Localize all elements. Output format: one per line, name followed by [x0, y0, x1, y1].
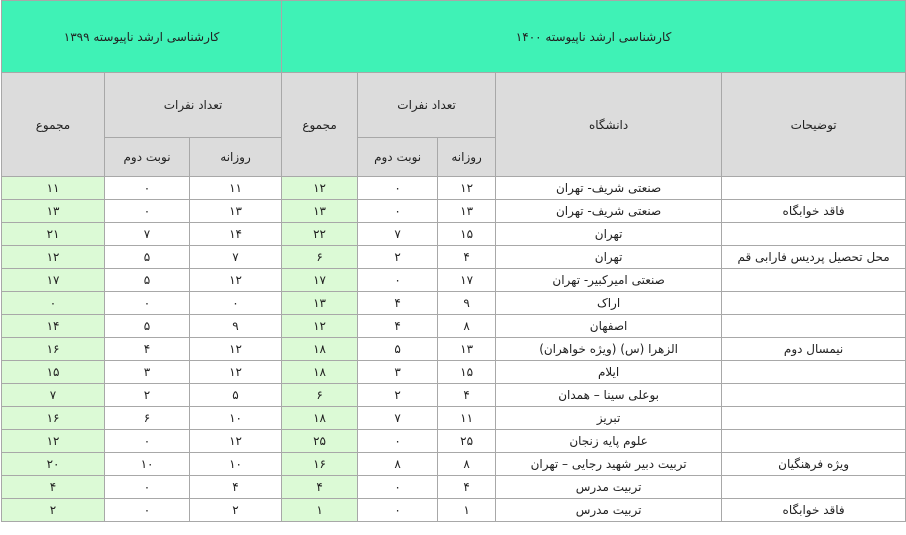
total-1400-cell: ۱ — [282, 499, 358, 522]
evening-1400-cell: ۸ — [358, 453, 438, 476]
evening-1399-cell: ۵ — [105, 246, 190, 269]
university-cell: تبریز — [496, 407, 722, 430]
university-cell: تربیت مدرس — [496, 476, 722, 499]
university-cell: اصفهان — [496, 315, 722, 338]
day-1400-cell: ۴ — [438, 246, 496, 269]
total-1400-cell: ۱۸ — [282, 338, 358, 361]
evening-1400-header: نوبت دوم — [358, 138, 438, 177]
total-1400-cell: ۴ — [282, 476, 358, 499]
day-1400-cell: ۱۵ — [438, 223, 496, 246]
university-cell: صنعتی شریف- تهران — [496, 177, 722, 200]
evening-1399-cell: ۰ — [105, 430, 190, 453]
day-1399-cell: ۱۳ — [190, 200, 282, 223]
table-row — [2, 292, 906, 315]
notes-header: توضیحات — [722, 73, 906, 177]
day-1400-cell: ۱۲ — [438, 177, 496, 200]
evening-1399-cell: ۵ — [105, 315, 190, 338]
notes-cell — [722, 292, 906, 315]
notes-cell: نیمسال دوم — [722, 338, 906, 361]
evening-1400-cell: ۰ — [358, 430, 438, 453]
total-1400-cell: ۲۵ — [282, 430, 358, 453]
university-cell: علوم پایه زنجان — [496, 430, 722, 453]
notes-cell — [722, 269, 906, 292]
day-1399-cell: ۰ — [190, 292, 282, 315]
day-1399-cell: ۱۴ — [190, 223, 282, 246]
total-1400-cell: ۱۷ — [282, 269, 358, 292]
total-1399-cell: ۱۶ — [2, 407, 105, 430]
day-1399-cell: ۱۲ — [190, 338, 282, 361]
evening-1400-cell: ۴ — [358, 315, 438, 338]
total-1399-cell: ۲ — [2, 499, 105, 522]
notes-cell: ویژه فرهنگیان — [722, 453, 906, 476]
evening-1400-cell: ۷ — [358, 223, 438, 246]
day-1399-cell: ۱۲ — [190, 361, 282, 384]
total-1400-cell: ۱۳ — [282, 200, 358, 223]
day-1400-cell: ۱۳ — [438, 200, 496, 223]
day-1400-header: روزانه — [438, 138, 496, 177]
day-1399-cell: ۴ — [190, 476, 282, 499]
day-1400-cell: ۱ — [438, 499, 496, 522]
university-cell: بوعلی سینا – همدان — [496, 384, 722, 407]
day-1399-cell: ۲ — [190, 499, 282, 522]
day-1399-cell: ۱۲ — [190, 430, 282, 453]
total-1399-cell: ۱۲ — [2, 430, 105, 453]
evening-1399-cell: ۴ — [105, 338, 190, 361]
university-cell: صنعتی شریف- تهران — [496, 200, 722, 223]
evening-1400-cell: ۳ — [358, 361, 438, 384]
day-1399-cell: ۵ — [190, 384, 282, 407]
total-1399-cell: ۱۴ — [2, 315, 105, 338]
day-1399-cell: ۱۰ — [190, 453, 282, 476]
total-1399-cell: ۱۷ — [2, 269, 105, 292]
evening-1399-cell: ۷ — [105, 223, 190, 246]
day-1400-cell: ۴ — [438, 476, 496, 499]
total-1399-cell: ۲۰ — [2, 453, 105, 476]
evening-1400-cell: ۷ — [358, 407, 438, 430]
day-1400-cell: ۴ — [438, 384, 496, 407]
total-1399-header: مجموع — [2, 73, 105, 177]
notes-cell — [722, 430, 906, 453]
notes-cell — [722, 407, 906, 430]
evening-1400-cell: ۲ — [358, 246, 438, 269]
evening-1399-cell: ۰ — [105, 499, 190, 522]
evening-1399-cell: ۵ — [105, 269, 190, 292]
day-1399-cell: ۱۰ — [190, 407, 282, 430]
total-1399-cell: ۱۵ — [2, 361, 105, 384]
evening-1399-cell: ۰ — [105, 177, 190, 200]
day-1400-cell: ۱۱ — [438, 407, 496, 430]
total-1399-cell: ۱۳ — [2, 200, 105, 223]
total-1400-cell: ۱۶ — [282, 453, 358, 476]
notes-cell: فاقد خوابگاه — [722, 499, 906, 522]
total-1399-cell: ۱۶ — [2, 338, 105, 361]
table-row — [2, 453, 906, 476]
year-header-row — [2, 1, 906, 73]
evening-1400-cell: ۰ — [358, 499, 438, 522]
column-header-row — [2, 73, 906, 138]
day-1399-cell: ۱۱ — [190, 177, 282, 200]
notes-cell — [722, 177, 906, 200]
day-1399-cell: ۹ — [190, 315, 282, 338]
evening-1400-cell: ۰ — [358, 177, 438, 200]
total-1399-cell: ۱۱ — [2, 177, 105, 200]
day-1400-cell: ۲۵ — [438, 430, 496, 453]
table-row — [2, 499, 906, 522]
table-row — [2, 476, 906, 499]
table-row — [2, 269, 906, 292]
total-1400-cell: ۲۲ — [282, 223, 358, 246]
day-1400-cell: ۱۷ — [438, 269, 496, 292]
table-row — [2, 430, 906, 453]
total-1400-cell: ۱۸ — [282, 407, 358, 430]
table-row — [2, 246, 906, 269]
notes-cell: فاقد خوابگاه — [722, 200, 906, 223]
university-cell: تربیت دبیر شهید رجایی – تهران — [496, 453, 722, 476]
count-1400-header: تعداد نفرات — [358, 73, 496, 138]
year-1400-header: کارشناسی ارشد ناپیوسته ۱۴۰۰ — [282, 1, 906, 73]
day-1400-cell: ۸ — [438, 315, 496, 338]
table-row — [2, 407, 906, 430]
evening-1400-cell: ۲ — [358, 384, 438, 407]
notes-cell — [722, 361, 906, 384]
day-1399-header: روزانه — [190, 138, 282, 177]
total-1400-cell: ۱۸ — [282, 361, 358, 384]
university-cell: الزهرا (س) (ویژه خواهران) — [496, 338, 722, 361]
table-row — [2, 200, 906, 223]
total-1400-cell: ۱۲ — [282, 177, 358, 200]
university-cell: تربیت مدرس — [496, 499, 722, 522]
total-1400-cell: ۶ — [282, 384, 358, 407]
day-1400-cell: ۱۵ — [438, 361, 496, 384]
count-1399-header: تعداد نفرات — [105, 73, 282, 138]
table-row — [2, 384, 906, 407]
day-1400-cell: ۹ — [438, 292, 496, 315]
evening-1399-cell: ۰ — [105, 200, 190, 223]
table-row — [2, 223, 906, 246]
day-1400-cell: ۸ — [438, 453, 496, 476]
table-row — [2, 361, 906, 384]
total-1399-cell: ۲۱ — [2, 223, 105, 246]
evening-1399-cell: ۱۰ — [105, 453, 190, 476]
table-row — [2, 338, 906, 361]
notes-cell — [722, 476, 906, 499]
evening-1400-cell: ۴ — [358, 292, 438, 315]
evening-1400-cell: ۰ — [358, 476, 438, 499]
year-1399-header: کارشناسی ارشد ناپیوسته ۱۳۹۹ — [2, 1, 282, 73]
university-cell: ایلام — [496, 361, 722, 384]
university-cell: اراک — [496, 292, 722, 315]
total-1400-cell: ۱۳ — [282, 292, 358, 315]
total-1399-cell: ۰ — [2, 292, 105, 315]
university-cell: تهران — [496, 246, 722, 269]
evening-1400-cell: ۰ — [358, 200, 438, 223]
evening-1399-cell: ۳ — [105, 361, 190, 384]
notes-cell: محل تحصیل پردیس فارابی قم — [722, 246, 906, 269]
total-1400-cell: ۱۲ — [282, 315, 358, 338]
admissions-table — [1, 0, 906, 522]
university-header: دانشگاه — [496, 73, 722, 177]
notes-cell — [722, 384, 906, 407]
evening-1399-cell: ۲ — [105, 384, 190, 407]
day-1399-cell: ۱۲ — [190, 269, 282, 292]
total-1400-cell: ۶ — [282, 246, 358, 269]
total-1399-cell: ۱۲ — [2, 246, 105, 269]
evening-1400-cell: ۰ — [358, 269, 438, 292]
table-row — [2, 315, 906, 338]
evening-1399-cell: ۶ — [105, 407, 190, 430]
total-1399-cell: ۴ — [2, 476, 105, 499]
evening-1399-header: نوبت دوم — [105, 138, 190, 177]
total-1400-header: مجموع — [282, 73, 358, 177]
day-1400-cell: ۱۳ — [438, 338, 496, 361]
evening-1400-cell: ۵ — [358, 338, 438, 361]
notes-cell — [722, 315, 906, 338]
day-1399-cell: ۷ — [190, 246, 282, 269]
university-cell: تهران — [496, 223, 722, 246]
university-cell: صنعتی امیرکبیر- تهران — [496, 269, 722, 292]
table-row — [2, 177, 906, 200]
evening-1399-cell: ۰ — [105, 476, 190, 499]
notes-cell — [722, 223, 906, 246]
total-1399-cell: ۷ — [2, 384, 105, 407]
evening-1399-cell: ۰ — [105, 292, 190, 315]
